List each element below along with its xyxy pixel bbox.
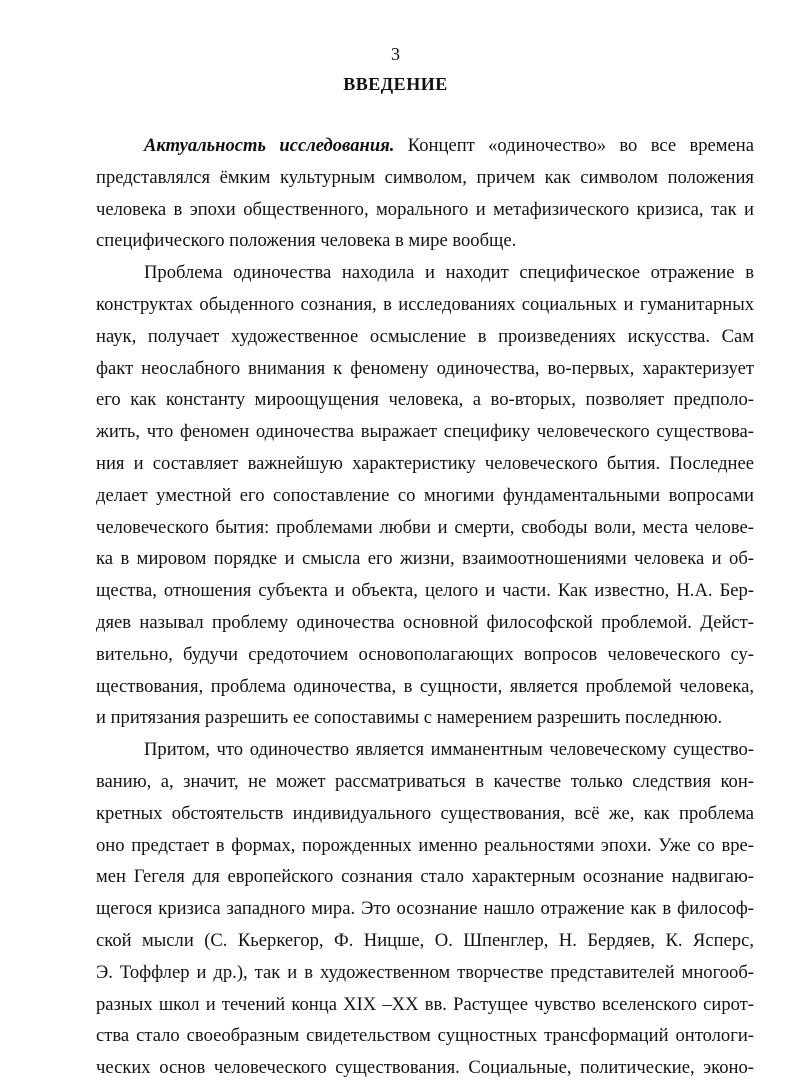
text-line: конструктах обыденного сознания, в исследованиях социальных и гуманитарных <box>96 293 754 315</box>
text-line: щегося кризиса западного мира. Это осознание нашло отражение как в философ- <box>96 898 754 920</box>
text-line: оно предстает в формах, порожденных именно реальностями эпохи. Уже со вре- <box>96 834 754 856</box>
text-line: факт неослабного внимания к феномену одиночества, во-первых, характеризует <box>96 357 754 379</box>
text-line: человека в эпохи общественного, морального и метафизического кризиса, так и <box>96 198 754 220</box>
page-number: 3 <box>391 44 400 64</box>
text-line: и притязания разрешить ее сопоставимы с намерением разрешить последнюю. <box>96 707 723 729</box>
text-line: ществования, проблема одиночества, в сущности, является проблемой человека, <box>96 675 754 697</box>
text-line: дяев называл проблему одиночества основной философской проблемой. Дейст- <box>96 611 754 633</box>
text-line: ванию, а, значит, не может рассматриваться в качестве только следствия кон- <box>96 770 754 792</box>
text-line: Притом, что одиночество является имманентным человеческому существо- <box>144 739 754 761</box>
text-line: Э. Тоффлер и др.), так и в художественном творчестве представителей многооб- <box>96 961 754 983</box>
text-line: ческих основ человеческого существования. Социальные, политические, эконо- <box>96 1057 754 1079</box>
text-line: щества, отношения субъекта и объекта, целого и части. Как известно, Н.А. Бер- <box>96 580 754 602</box>
text-line: кретных обстоятельств индивидуального существования, всё же, как проблема <box>96 802 754 824</box>
text-line: ка в мировом порядке и смысла его жизни, взаимоотношениями человека и об- <box>96 548 754 570</box>
text-line: специфического положения человека в мире вообще. <box>96 230 517 252</box>
text-line: жить, что феномен одиночества выражает специфику человеческого существова- <box>96 421 754 443</box>
text-line: его как константу мироощущения человека, а во-вторых, позволяет предполо- <box>96 389 754 411</box>
text-line: разных школ и течений конца XIX –XX вв. Растущее чувство вселенского сирот- <box>96 993 754 1015</box>
text-line: вительно, будучи средоточием основополагающих вопросов человеческого су- <box>96 643 754 665</box>
document-body <box>96 130 754 1084</box>
text-line: человеческого бытия: проблемами любви и смерти, свободы воли, места челове- <box>96 516 754 538</box>
text-line: ния и составляет важнейшую характеристику человеческого бытия. Последнее <box>96 452 754 474</box>
text-line: представлялся ёмким культурным символом, причем как символом положения <box>96 166 754 188</box>
section-title: ВВЕДЕНИЕ <box>343 74 448 94</box>
paragraph-lead: Актуальность исследования. <box>144 135 395 156</box>
text-line: Актуальность исследования. Концепт «одиночество» во все времена <box>144 135 754 156</box>
text-line: Проблема одиночества находила и находит специфическое отражение в <box>144 262 754 284</box>
text-line: ства стало своеобразным свидетельством сущностных трансформаций онтологи- <box>96 1025 754 1047</box>
text-line: ской мысли (С. Кьеркегор, Ф. Ницше, О. Шпенглер, Н. Бердяев, К. Ясперс, <box>96 929 754 951</box>
text-line: делает уместной его сопоставление со многими фундаментальными вопросами <box>96 484 754 506</box>
text-line: наук, получает художественное осмысление в произведениях искусства. Сам <box>96 325 754 347</box>
text-line: мен Гегеля для европейского сознания стало характерным осознание надвигаю- <box>96 866 754 888</box>
